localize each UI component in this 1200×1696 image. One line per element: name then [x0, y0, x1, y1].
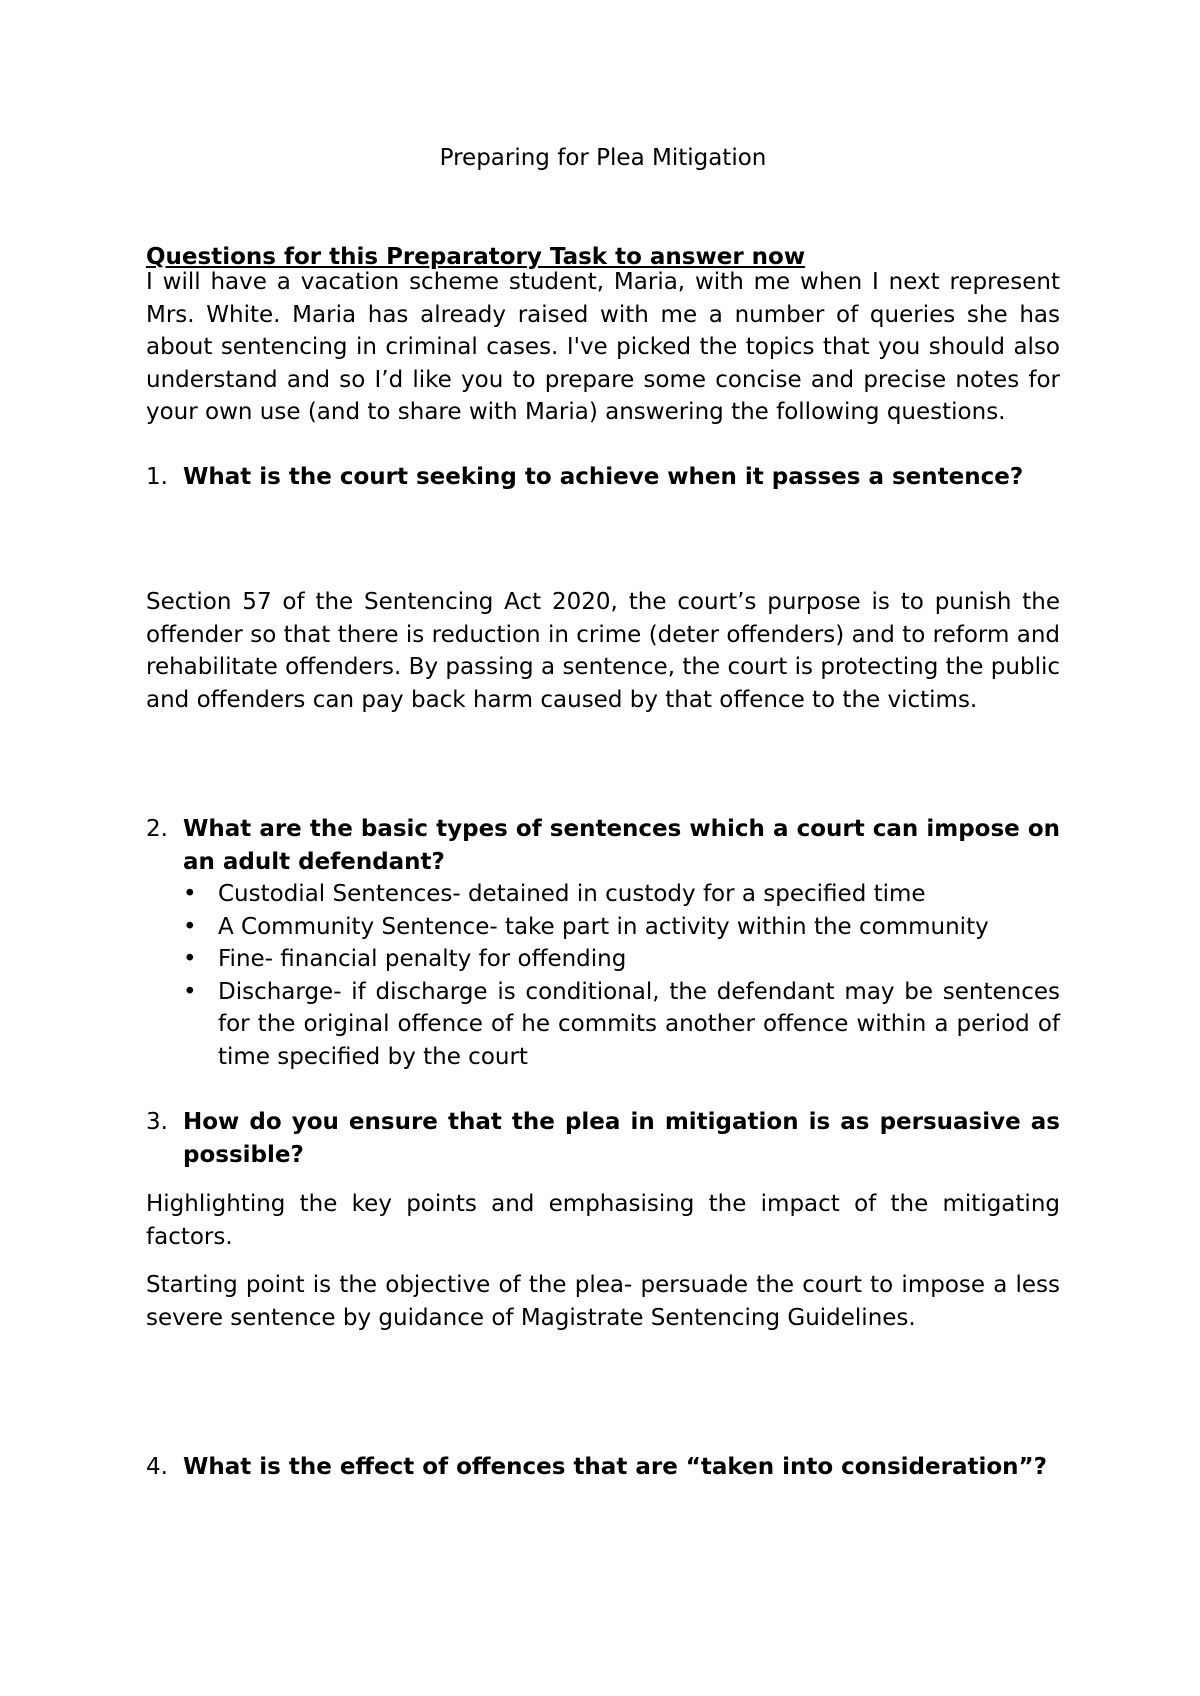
intro-paragraph: I will have a vacation scheme student, Maria, with me when I next represent Mrs. White. Maria has already raised with me a number of queries she has about sentencing in criminal cases. I've picked the topics that you should also understand and so I’d like you to prepare some concise and precise notes for your own use (and to share with Maria) answering the following questions. — [146, 269, 1060, 425]
question-number: 1. — [146, 464, 168, 490]
question-number: 4. — [146, 1454, 168, 1480]
question-text: What is the court seeking to achieve when it passes a sentence? — [183, 464, 1024, 490]
answer-3-part-1: Highlighting the key points and emphasising the impact of the mitigating factors. — [146, 1191, 1060, 1250]
list-item: • Discharge- if discharge is conditional, the defendant may be sentences for the original offence of he commits another offence within a period of time specified by the court — [183, 976, 1060, 1074]
list-item: • Custodial Sentences- detained in custody for a specified time — [183, 878, 1060, 911]
question-text: What are the basic types of sentences which a court can impose on an adult defendant? — [183, 816, 1060, 875]
question-2 — [146, 813, 1060, 878]
answer-3-part-2: Starting point is the objective of the plea- persuade the court to impose a less severe sentence by guidance of Magistrate Sentencing Guidelines. — [146, 1272, 1060, 1331]
list-item: • A Community Sentence- take part in activity within the community — [183, 911, 1060, 944]
question-number: 2. — [146, 816, 168, 842]
question-number: 3. — [146, 1109, 168, 1135]
question-text: How do you ensure that the plea in mitigation is as persuasive as possible? — [183, 1109, 1060, 1168]
question-4 — [146, 1451, 1060, 1484]
question-3 — [146, 1106, 1060, 1171]
sentence-types-list — [183, 878, 1060, 1073]
section-heading: Questions for this Preparatory Task to answer now — [146, 244, 806, 270]
question-1 — [146, 461, 1060, 494]
question-text: What is the effect of offences that are “taken into consideration”? — [183, 1454, 1047, 1480]
answer-1: Section 57 of the Sentencing Act 2020, the court’s purpose is to punish the offender so that there is reduction in crime (deter offenders) and to reform and rehabilitate offenders. By passing a sentence, the court is protecting the public and offenders can pay back harm caused by that offence to the victims. — [146, 589, 1060, 713]
list-item: • Fine- financial penalty for offending — [183, 943, 1060, 976]
document-title: Preparing for Plea Mitigation — [439, 145, 767, 171]
